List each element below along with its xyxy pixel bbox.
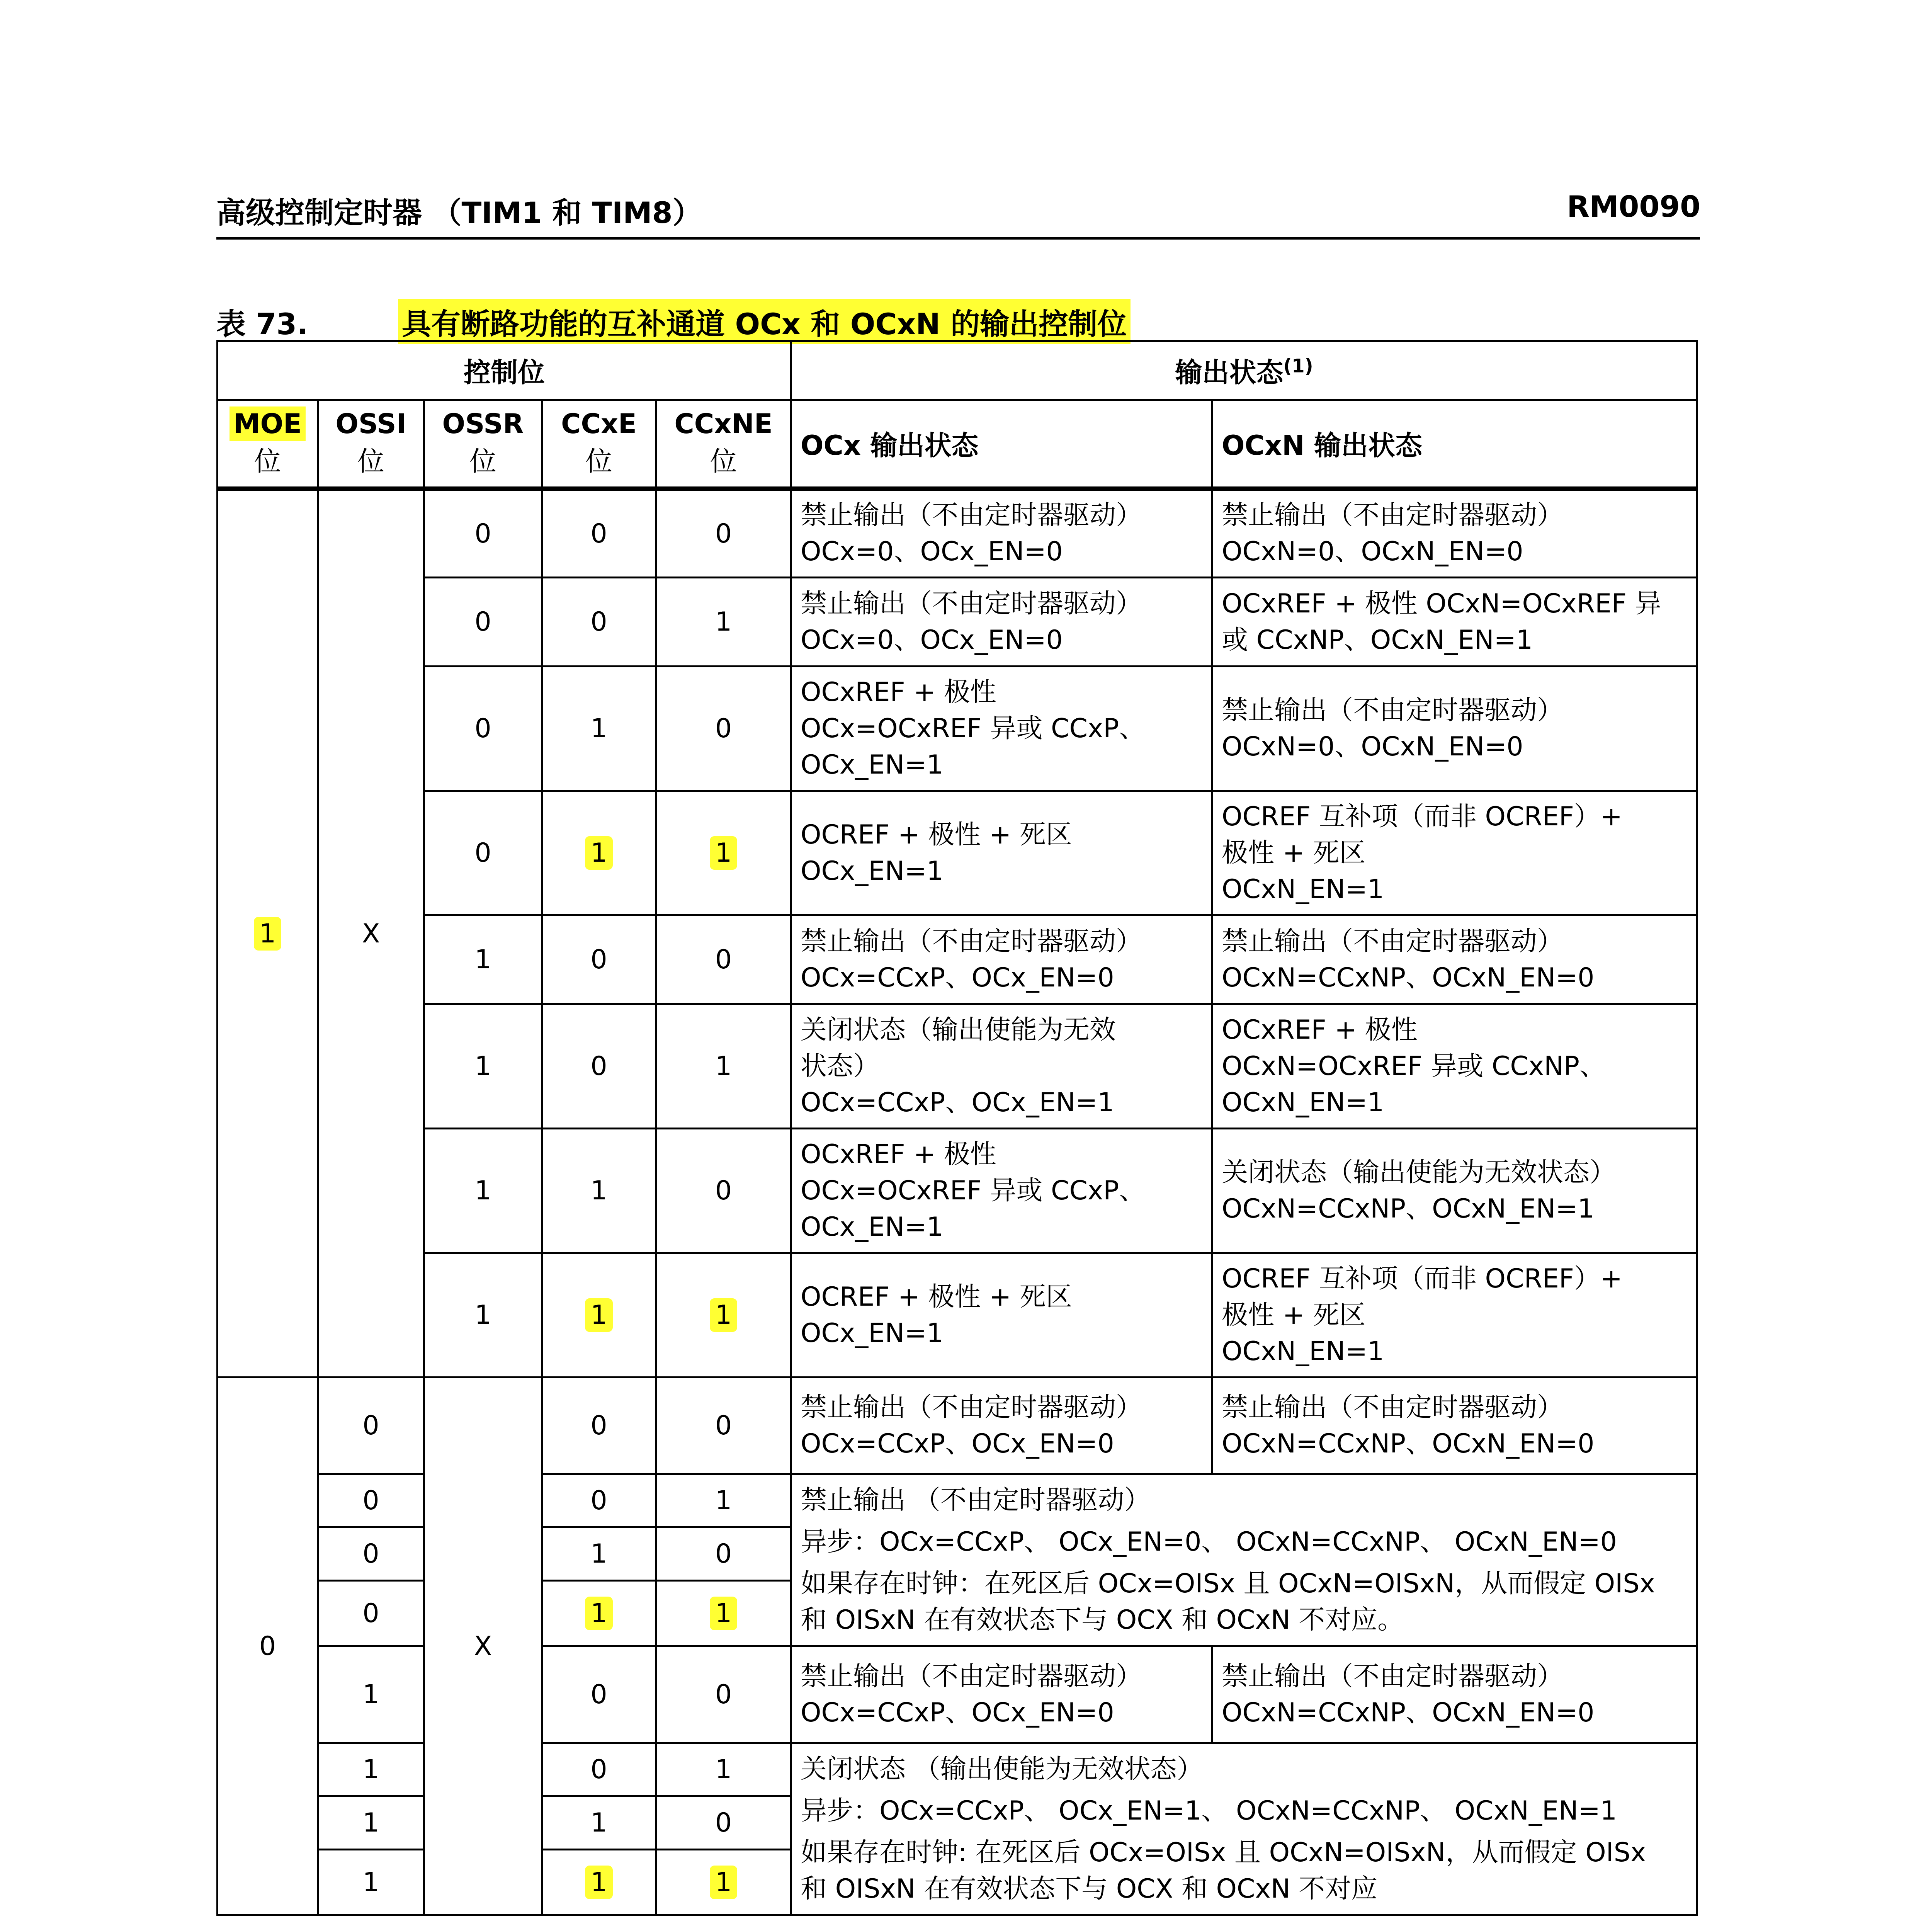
header-output-state-label: 输出状态 bbox=[1175, 357, 1284, 388]
ocx-line: 禁止输出（不由定时器驱动） bbox=[801, 926, 1142, 957]
ocx-line: OCx=OCxREF 异或 CCxP、 bbox=[801, 1175, 1146, 1206]
ocxn-line: OCxN=0、OCxN_EN=0 bbox=[1222, 731, 1523, 762]
ocx-state bbox=[791, 1129, 1212, 1253]
ocx-ocxn-merged-state bbox=[791, 1474, 1697, 1646]
ocx-line: 禁止输出（不由定时器驱动） bbox=[801, 588, 1142, 619]
ccxne-cell: 0 bbox=[656, 1646, 791, 1743]
ocx-line: OCx=OCxREF 异或 CCxP、 bbox=[801, 713, 1146, 744]
ccxne-cell: 1 bbox=[656, 1474, 791, 1527]
ccxe-highlight: 1 bbox=[585, 1597, 612, 1630]
ossi-label: OSSI bbox=[335, 408, 406, 440]
ccxne-cell: 0 bbox=[656, 1527, 791, 1581]
col-header-moe bbox=[218, 400, 318, 489]
ccxne-cell: 1 bbox=[656, 1743, 791, 1796]
table-row bbox=[218, 489, 1697, 578]
ocxn-state bbox=[1212, 1129, 1697, 1253]
header-title: 高级控制定时器 （TIM1 和 TIM8） bbox=[216, 196, 702, 230]
ossi-cell: 1 bbox=[318, 1646, 424, 1743]
ocx-line: OCxREF + 极性 bbox=[801, 677, 996, 707]
ossr-cell: 0 bbox=[424, 667, 542, 791]
ocxn-line: OCxN=CCxNP、OCxN_EN=0 bbox=[1222, 1697, 1595, 1728]
header-rule bbox=[216, 237, 1700, 240]
ccxne-highlight: 1 bbox=[710, 1298, 737, 1332]
ocxn-line: OCxN=OCxREF 异或 CCxNP、 bbox=[1222, 1051, 1606, 1082]
ocxn-state bbox=[1212, 489, 1697, 578]
ossr-cell: 0 bbox=[424, 489, 542, 578]
ocxn-line: 极性 + 死区 bbox=[1222, 837, 1366, 868]
table-caption-text: 具有断路功能的互补通道 OCx 和 OCxN 的输出控制位 bbox=[398, 299, 1131, 344]
ocx-line: 关闭状态（输出使能为无效 bbox=[801, 1014, 1116, 1045]
col-header-ossi bbox=[318, 400, 424, 489]
ossr-cell: 1 bbox=[424, 1129, 542, 1253]
ccxne-cell bbox=[656, 1581, 791, 1646]
ocxn-line: 禁止输出（不由定时器驱动） bbox=[1222, 926, 1564, 957]
ossi-cell: 1 bbox=[318, 1796, 424, 1850]
header-output-state bbox=[791, 341, 1697, 400]
ocx-line: 禁止输出（不由定时器驱动） bbox=[801, 1392, 1142, 1423]
ccxe-cell: 1 bbox=[542, 667, 656, 791]
ocxn-state bbox=[1212, 1004, 1697, 1129]
header-control-bits: 控制位 bbox=[218, 341, 791, 400]
ocxn-line: OCxN_EN=1 bbox=[1222, 874, 1384, 905]
table-row bbox=[218, 915, 1697, 1004]
ossi-cell: 1 bbox=[318, 1850, 424, 1915]
table-row bbox=[218, 1378, 1697, 1474]
ocx-line: OCx_EN=1 bbox=[801, 1318, 944, 1349]
ocxn-line: 禁止输出（不由定时器驱动） bbox=[1222, 1392, 1564, 1423]
ocxn-state bbox=[1212, 578, 1697, 667]
merged-line: 如果存在时钟: 在死区后 OCx=OISx 且 OCxN=OISxN，从而假定 OISx bbox=[801, 1837, 1646, 1868]
ccxne-cell: 1 bbox=[656, 1004, 791, 1129]
ccxe-cell: 0 bbox=[542, 1474, 656, 1527]
ccxe-cell: 0 bbox=[542, 489, 656, 578]
footnote-ref: (1) bbox=[1283, 355, 1313, 377]
col-header-ocxn: OCxN 输出状态 bbox=[1212, 400, 1697, 489]
ocxn-line: OCREF 互补项（而非 OCREF）+ bbox=[1222, 1263, 1622, 1294]
ocx-state bbox=[791, 1004, 1212, 1129]
ocxn-line: OCxN=CCxNP、OCxN_EN=0 bbox=[1222, 1428, 1595, 1459]
ossr-cell: 1 bbox=[424, 1004, 542, 1129]
col-header-ossr bbox=[424, 400, 542, 489]
ccxne-cell: 0 bbox=[656, 1129, 791, 1253]
ccxne-cell: 0 bbox=[656, 489, 791, 578]
ossr-value: X bbox=[424, 1378, 542, 1915]
ocx-line: 禁止输出（不由定时器驱动） bbox=[801, 500, 1142, 531]
ocxn-line: OCxREF + 极性 OCxN=OCxREF 异 bbox=[1222, 588, 1661, 619]
ccxe-cell bbox=[542, 1850, 656, 1915]
ccxne-cell bbox=[656, 1850, 791, 1915]
moe-label: MOE bbox=[230, 406, 306, 441]
moe-value bbox=[218, 489, 318, 1378]
ccxe-cell: 1 bbox=[542, 1527, 656, 1581]
ccxe-highlight: 1 bbox=[585, 836, 612, 870]
ocxn-state bbox=[1212, 1253, 1697, 1378]
ossr-cell: 1 bbox=[424, 1253, 542, 1378]
ccxe-cell bbox=[542, 1253, 656, 1378]
table-row bbox=[218, 578, 1697, 667]
ossr-cell: 0 bbox=[424, 578, 542, 667]
output-control-table bbox=[216, 340, 1698, 1916]
ossi-sub: 位 bbox=[357, 446, 384, 478]
ccxne-sub: 位 bbox=[710, 446, 737, 478]
ossr-label: OSSR bbox=[442, 408, 524, 440]
ossi-value: X bbox=[318, 489, 424, 1378]
ccxe-cell: 1 bbox=[542, 1796, 656, 1850]
ocxn-line: 禁止输出（不由定时器驱动） bbox=[1222, 500, 1564, 531]
ccxne-highlight: 1 bbox=[710, 1866, 737, 1899]
ocx-line: OCx=CCxP、OCx_EN=0 bbox=[801, 1428, 1114, 1459]
header-doc-code: RM0090 bbox=[1567, 189, 1700, 224]
moe-value-text: 1 bbox=[254, 917, 281, 951]
ossi-cell: 0 bbox=[318, 1378, 424, 1474]
ocx-state bbox=[791, 791, 1212, 915]
merged-line: 异步：OCx=CCxP、 OCx_EN=0、 OCxN=CCxNP、 OCxN_EN=0 bbox=[801, 1526, 1617, 1557]
ccxne-cell bbox=[656, 1253, 791, 1378]
merged-line: 和 OISxN 在有效状态下与 OCX 和 OCxN 不对应。 bbox=[801, 1604, 1404, 1635]
ocxn-line: OCxREF + 极性 bbox=[1222, 1014, 1418, 1045]
ccxne-highlight: 1 bbox=[710, 836, 737, 870]
ocxn-state bbox=[1212, 667, 1697, 791]
ccxne-cell: 0 bbox=[656, 1796, 791, 1850]
ccxe-highlight: 1 bbox=[585, 1298, 612, 1332]
ccxe-sub: 位 bbox=[585, 446, 612, 478]
ccxe-cell: 0 bbox=[542, 1378, 656, 1474]
merged-line: 禁止输出 （不由定时器驱动） bbox=[801, 1485, 1151, 1515]
ccxne-cell: 0 bbox=[656, 667, 791, 791]
ccxe-cell: 1 bbox=[542, 1129, 656, 1253]
ocxn-line: 极性 + 死区 bbox=[1222, 1299, 1366, 1330]
ccxe-label: CCxE bbox=[561, 408, 637, 440]
table-row bbox=[218, 791, 1697, 915]
ccxe-cell: 0 bbox=[542, 1004, 656, 1129]
ccxne-cell: 0 bbox=[656, 1378, 791, 1474]
ossi-cell: 0 bbox=[318, 1527, 424, 1581]
ocxn-line: OCxN=CCxNP、OCxN_EN=0 bbox=[1222, 962, 1595, 993]
ocxn-line: OCxN_EN=1 bbox=[1222, 1336, 1384, 1367]
merged-line: 如果存在时钟：在死区后 OCx=OISx 且 OCxN=OISxN，从而假定 OISx bbox=[801, 1568, 1655, 1599]
ocxn-state bbox=[1212, 1646, 1697, 1743]
ocx-line: 禁止输出（不由定时器驱动） bbox=[801, 1661, 1142, 1692]
table-row bbox=[218, 667, 1697, 791]
ccxne-cell bbox=[656, 791, 791, 915]
ocx-line: OCx=CCxP、OCx_EN=1 bbox=[801, 1087, 1114, 1118]
table-row bbox=[218, 1004, 1697, 1129]
ocx-line: OCREF + 极性 + 死区 bbox=[801, 819, 1072, 850]
table-row bbox=[218, 1253, 1697, 1378]
ocx-line: OCx_EN=1 bbox=[801, 1211, 944, 1242]
table-caption-number: 表 73. bbox=[216, 307, 308, 341]
ocx-line: OCxREF + 极性 bbox=[801, 1139, 996, 1170]
ocxn-line: 禁止输出（不由定时器驱动） bbox=[1222, 1661, 1564, 1692]
ossi-cell: 0 bbox=[318, 1474, 424, 1527]
ocxn-state bbox=[1212, 1378, 1697, 1474]
ocxn-line: 禁止输出（不由定时器驱动） bbox=[1222, 695, 1564, 726]
ccxe-cell bbox=[542, 791, 656, 915]
ocx-line: OCx=0、OCx_EN=0 bbox=[801, 536, 1063, 567]
ccxne-highlight: 1 bbox=[710, 1597, 737, 1630]
ocx-ocxn-merged-state bbox=[791, 1743, 1697, 1915]
ocx-line: OCx=0、OCx_EN=0 bbox=[801, 624, 1063, 655]
ossr-cell: 0 bbox=[424, 791, 542, 915]
ocx-line: OCREF + 极性 + 死区 bbox=[801, 1281, 1072, 1312]
ocxn-state bbox=[1212, 791, 1697, 915]
ccxne-cell: 1 bbox=[656, 578, 791, 667]
ocxn-state bbox=[1212, 915, 1697, 1004]
ccxe-cell: 0 bbox=[542, 578, 656, 667]
ocx-state bbox=[791, 1646, 1212, 1743]
ocx-line: OCx=CCxP、OCx_EN=0 bbox=[801, 1697, 1114, 1728]
ccxe-cell bbox=[542, 1581, 656, 1646]
merged-line: 异步：OCx=CCxP、 OCx_EN=1、 OCxN=CCxNP、 OCxN_EN=1 bbox=[801, 1795, 1617, 1826]
ocxn-line: 或 CCxNP、OCxN_EN=1 bbox=[1222, 624, 1533, 655]
ocxn-line: 关闭状态（输出使能为无效状态） bbox=[1222, 1157, 1616, 1188]
moe-sub: 位 bbox=[254, 446, 281, 478]
ossi-cell: 0 bbox=[318, 1581, 424, 1646]
ocx-line: 状态） bbox=[801, 1051, 880, 1082]
ccxne-cell: 0 bbox=[656, 915, 791, 1004]
ocx-line: OCx_EN=1 bbox=[801, 749, 944, 780]
table-row bbox=[218, 1129, 1697, 1253]
ossr-cell: 1 bbox=[424, 915, 542, 1004]
ocx-state bbox=[791, 489, 1212, 578]
ocxn-line: OCxN=CCxNP、OCxN_EN=1 bbox=[1222, 1193, 1595, 1224]
col-header-ccxe bbox=[542, 400, 656, 489]
ocx-state bbox=[791, 1253, 1212, 1378]
ccxne-label: CCxNE bbox=[674, 408, 773, 440]
col-header-ccxne bbox=[656, 400, 791, 489]
ccxe-highlight: 1 bbox=[585, 1866, 612, 1899]
ocx-state bbox=[791, 578, 1212, 667]
ccxe-cell: 0 bbox=[542, 915, 656, 1004]
ocxn-line: OCREF 互补项（而非 OCREF）+ bbox=[1222, 801, 1622, 832]
ocx-state bbox=[791, 1378, 1212, 1474]
ocxn-line: OCxN_EN=1 bbox=[1222, 1087, 1384, 1118]
ocx-state bbox=[791, 667, 1212, 791]
col-header-ocx: OCx 输出状态 bbox=[791, 400, 1212, 489]
ocxn-line: OCxN=0、OCxN_EN=0 bbox=[1222, 536, 1523, 567]
ossi-cell: 1 bbox=[318, 1743, 424, 1796]
moe-value: 0 bbox=[218, 1378, 318, 1915]
merged-line: 关闭状态 （输出使能为无效状态） bbox=[801, 1753, 1203, 1784]
ocx-line: OCx_EN=1 bbox=[801, 855, 944, 886]
ossr-sub: 位 bbox=[469, 446, 496, 478]
ccxe-cell: 0 bbox=[542, 1646, 656, 1743]
ocx-state bbox=[791, 915, 1212, 1004]
ccxe-cell: 0 bbox=[542, 1743, 656, 1796]
merged-line: 和 OISxN 在有效状态下与 OCX 和 OCxN 不对应 bbox=[801, 1873, 1378, 1904]
ocx-line: OCx=CCxP、OCx_EN=0 bbox=[801, 962, 1114, 993]
